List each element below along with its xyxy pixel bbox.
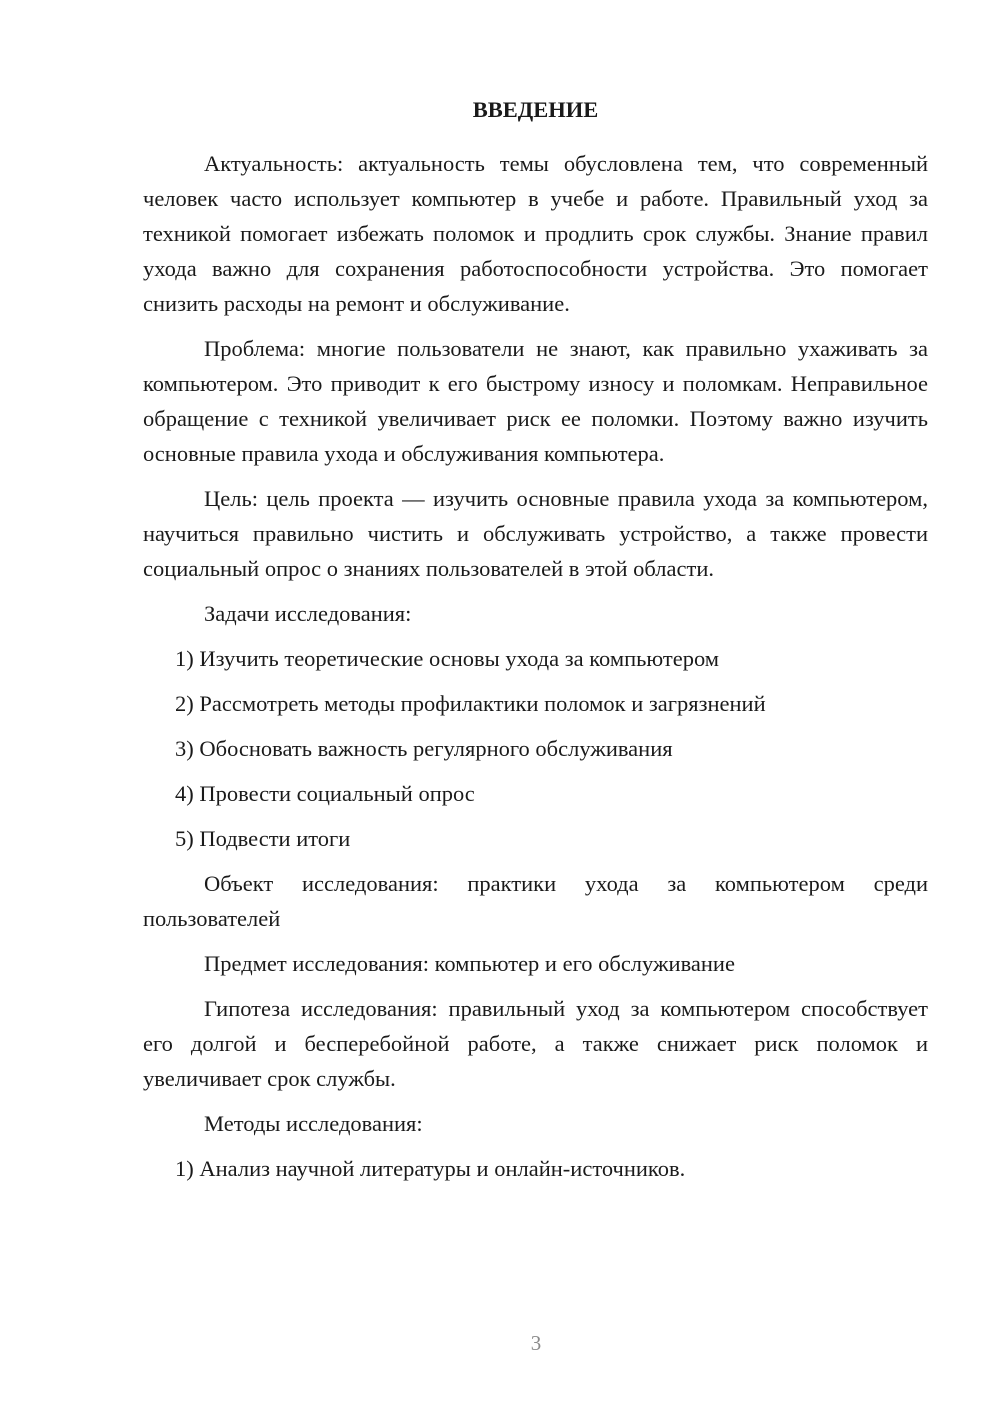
list-item: 5) Подвести итоги [175,826,351,851]
page-number: 3 [530,1331,542,1355]
list-item: 4) Провести социальный опрос [175,781,475,806]
list-item: 1) Анализ научной литературы и онлайн-источников. [175,1156,686,1181]
list-item: 1) Изучить теоретические основы ухода за компьютером [175,646,720,671]
paragraph-relevance: Актуальность: актуальность темы обусловлена тем, что современный человек часто использует компьютер в учебе и работе. Правильный уход за техникой помогает избежать поломок и продлить срок службы. Знание правил ухода важно для сохранения работоспособности устройства. Это помогает снизить расходы на ремонт и обслуживание. [143,151,928,316]
methods-heading: Методы исследования: [204,1111,423,1136]
document-page [143,92,928,1196]
paragraph-hypothesis: Гипотеза исследования: правильный уход за компьютером способствует его долгой и бесперебойной работе, а также снижает риск поломок и увеличивает срок службы. [143,996,928,1091]
tasks-heading: Задачи исследования: [204,601,412,626]
list-item: 3) Обосновать важность регулярного обслуживания [175,736,673,761]
page-title: ВВЕДЕНИЕ [472,97,599,122]
paragraph-problem: Проблема: многие пользователи не знают, как правильно ухаживать за компьютером. Это приводит к его быстрому износу и поломкам. Неправильное обращение с техникой увеличивает риск ее поломки. Поэтому важно изучить основные правила ухода и обслуживания компьютера. [143,336,928,466]
paragraph-subject: Предмет исследования: компьютер и его обслуживание [204,951,735,976]
list-item: 2) Рассмотреть методы профилактики поломок и загрязнений [175,691,766,716]
methods-list [143,1151,928,1186]
paragraph-object: Объект исследования: практики ухода за компьютером среди пользователей [143,871,928,931]
tasks-list [143,641,928,856]
paragraph-goal: Цель: цель проекта — изучить основные правила ухода за компьютером, научиться правильно чистить и обслуживать устройство, а также провести социальный опрос о знаниях пользователей в этой области. [143,486,928,581]
